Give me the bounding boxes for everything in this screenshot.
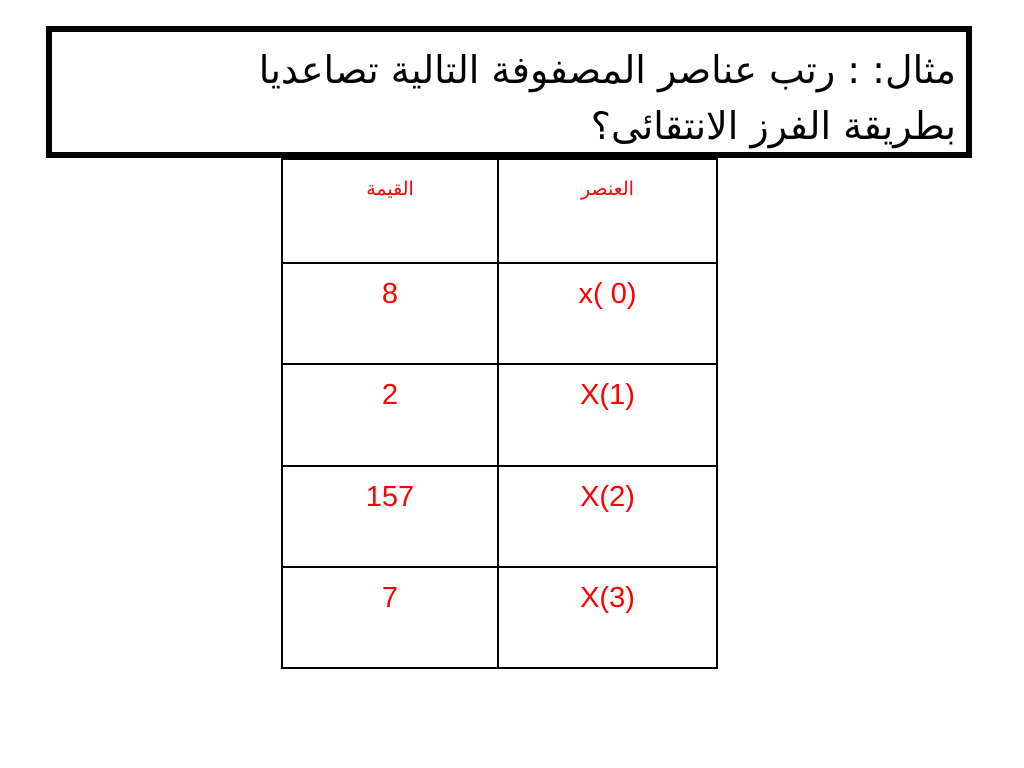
table-row (282, 466, 717, 567)
cell-value: 8 (282, 263, 498, 364)
cell-value: 157 (282, 466, 498, 567)
header-element: العنصر (498, 159, 717, 263)
cell-element: x( 0) (498, 263, 717, 364)
cell-value: 7 (282, 567, 498, 668)
header-value: القيمة (282, 159, 498, 263)
cell-value: 2 (282, 364, 498, 465)
cell-element: X(3) (498, 567, 717, 668)
array-table (281, 158, 718, 669)
table-row (282, 263, 717, 364)
table-header-row (282, 159, 717, 263)
table-row (282, 567, 717, 668)
table-row (282, 364, 717, 465)
cell-element: X(2) (498, 466, 717, 567)
question-title-line-2: بطريقة الفرز الانتقائى؟ (590, 104, 956, 148)
cell-element: X(1) (498, 364, 717, 465)
question-title-line-1: مثال: : رتب عناصر المصفوفة التالية تصاعديا (258, 48, 956, 92)
question-title-box (46, 26, 972, 158)
